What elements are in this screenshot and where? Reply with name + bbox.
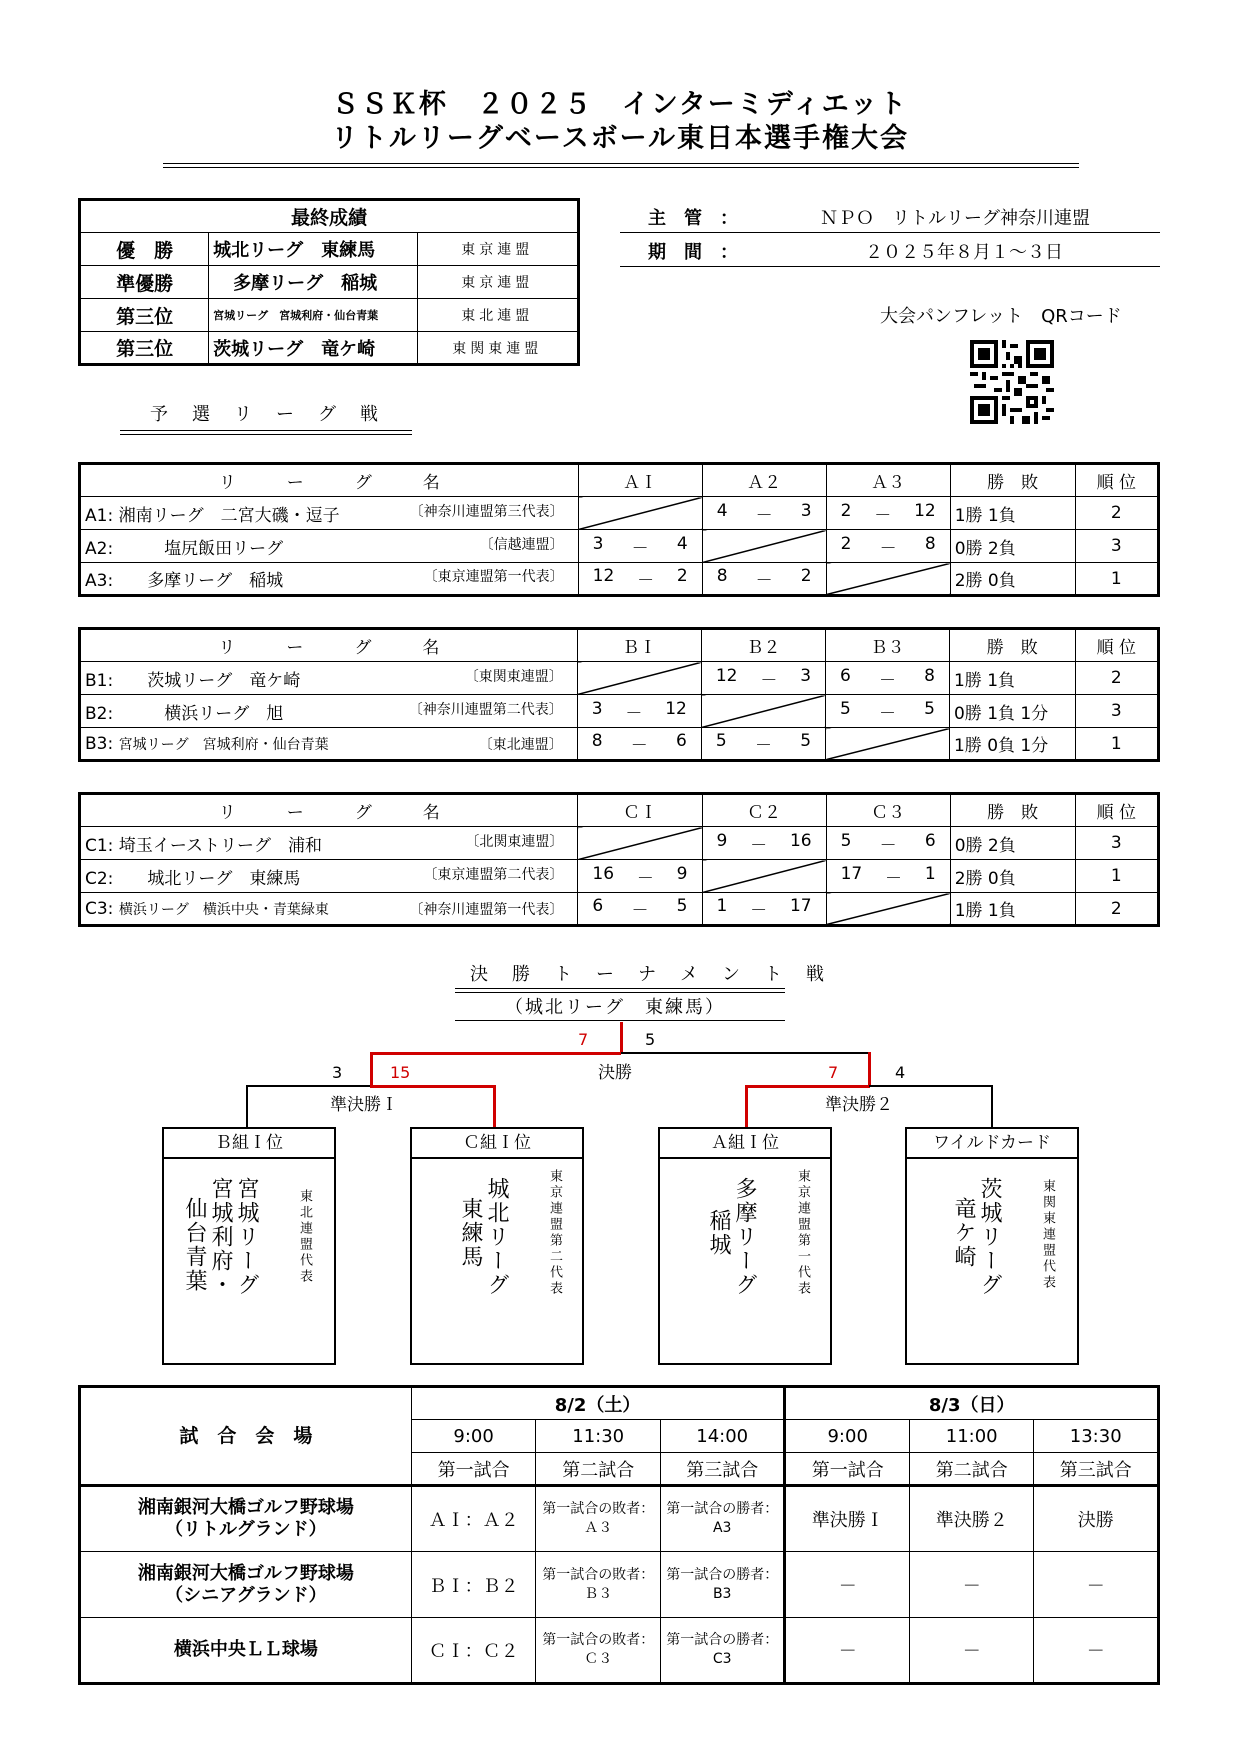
table-row: B3: 宮城リーグ 宮城利府・仙台青葉 〔東北連盟〕 8 － 6 5 － 5 1勝 0負 1分 1 <box>80 728 1159 761</box>
rank-header: 順 位 <box>1075 794 1158 827</box>
venue-name: 湘南銀河大橋ゴルフ野球場 <box>137 1562 354 1584</box>
game-number: 第三試合 <box>1034 1453 1159 1486</box>
result-team: 城北リーグ 東練馬 <box>209 233 417 266</box>
team-name: 塩尻飯田リーグ <box>164 538 284 559</box>
score-against: 12 <box>665 698 687 719</box>
result-federation: 東北連盟 <box>417 299 578 332</box>
score-against: 9 <box>676 863 688 884</box>
team-box-line: 仙台青葉 <box>182 1197 207 1293</box>
title-rule-bottom <box>163 167 1079 168</box>
col-header: Ｂ２ <box>701 629 825 662</box>
score-for: 3 <box>591 698 603 719</box>
league-name-header: リ ー グ 名 <box>80 464 579 497</box>
win-loss: 0勝 1負 1分 <box>949 695 1075 728</box>
rank: 1 <box>1075 728 1158 761</box>
rank: 3 <box>1075 695 1158 728</box>
venue-name: 横浜中央ＬＬ球場 <box>173 1639 318 1660</box>
result-federation: 東関東連盟 <box>417 332 578 365</box>
wl-header: 勝 敗 <box>950 794 1075 827</box>
schedule-cell: － <box>785 1618 910 1684</box>
bracket-team-box-c1 <box>410 1127 584 1365</box>
tournament-rule <box>455 1020 785 1021</box>
win-loss: 2勝 0負 <box>950 563 1075 596</box>
diagonal-cell <box>702 860 826 893</box>
diagonal-cell <box>826 728 950 761</box>
score-against: 5 <box>924 698 935 719</box>
league-table-c <box>78 792 1160 927</box>
team-box-header: Ａ組Ｉ位 <box>660 1129 830 1159</box>
table-row <box>80 1486 1159 1552</box>
schedule-cell: 準決勝２ <box>909 1486 1034 1552</box>
table-row: B1: 茨城リーグ 竜ケ崎 〔東関東連盟〕 12 － 3 6 － 8 1勝 1負 2 <box>80 662 1159 695</box>
win-loss: 1勝 1負 <box>949 662 1075 695</box>
period-label: 期 間 ： <box>648 242 738 263</box>
team-name: 埼玉イーストリーグ 浦和 <box>118 835 322 856</box>
team-code: B2: <box>85 703 114 724</box>
score-against: 5 <box>676 896 688 916</box>
time-slot: 13:30 <box>1034 1420 1159 1453</box>
diagonal-cell <box>826 563 950 596</box>
schedule-cell: 第一試合の敗者：Ｂ３ <box>536 1552 661 1618</box>
score-for: 6 <box>840 665 851 686</box>
score-for: 8 <box>716 566 728 586</box>
score-for: 5 <box>840 830 852 851</box>
win-loss: 1勝 1負 <box>950 893 1075 926</box>
info-rule <box>620 266 1160 267</box>
table-row <box>80 1618 1159 1684</box>
result-federation: 東京連盟 <box>417 233 578 266</box>
semi1-score-right: 15 <box>390 1063 411 1082</box>
rank-header: 順 位 <box>1075 464 1158 497</box>
team-code: A1: <box>85 505 114 526</box>
time-slot: 11:00 <box>909 1420 1034 1453</box>
schedule-cell: 準決勝Ｉ <box>785 1486 910 1552</box>
time-slot: 9:00 <box>785 1420 910 1453</box>
team-name: 宮城リーグ 宮城利府・仙台青葉 <box>118 736 329 753</box>
win-loss: 0勝 2負 <box>950 827 1075 860</box>
team-federation: 〔神奈川連盟第二代表〕 <box>408 701 563 718</box>
team-code: C2: <box>85 868 114 889</box>
team-box-line: 多摩リーグ <box>732 1177 757 1297</box>
final-results-row <box>80 299 579 332</box>
schedule-cell: 第一試合の敗者：Ａ３ <box>536 1486 661 1552</box>
bracket-team-box-wildcard <box>905 1127 1079 1365</box>
schedule-cell: 第一試合の勝者：C3 <box>660 1618 785 1684</box>
schedule-cell: － <box>1034 1552 1159 1618</box>
score-against: 6 <box>676 731 687 751</box>
score-against: 3 <box>800 500 812 521</box>
final-results-table <box>78 198 580 366</box>
team-federation: 〔北関東連盟〕 <box>465 833 564 850</box>
schedule-cell: 決勝 <box>1034 1486 1159 1552</box>
team-box-line: 竜ケ崎 <box>951 1197 976 1269</box>
diagonal-cell <box>701 695 825 728</box>
score-against: 2 <box>676 566 688 586</box>
score-for: 12 <box>592 566 615 586</box>
bracket-final-left <box>370 1052 621 1055</box>
diagonal-cell <box>577 662 701 695</box>
game-number: 第一試合 <box>411 1453 536 1486</box>
score-for: 2 <box>840 500 852 521</box>
result-label: 第三位 <box>80 299 209 332</box>
prelim-heading: 予 選 リ ー グ 戦 <box>150 404 381 425</box>
col-header: ＣＩ <box>578 794 702 827</box>
result-label: 第三位 <box>80 332 209 365</box>
league-name-header: リ ー グ 名 <box>80 629 578 662</box>
schedule-cell: 第一試合の勝者：A3 <box>660 1486 785 1552</box>
win-loss: 1勝 1負 <box>950 497 1075 530</box>
schedule-cell: － <box>909 1552 1034 1618</box>
schedule-cell: ＢＩ：Ｂ２ <box>411 1552 536 1618</box>
qr-label: 大会パンフレット QRコード <box>880 306 1122 327</box>
score-for: 3 <box>592 533 604 554</box>
rank: 2 <box>1075 893 1158 926</box>
schedule-cell: － <box>785 1552 910 1618</box>
team-name: 多摩リーグ 稲城 <box>147 571 284 591</box>
semi2-label: 準決勝２ <box>825 1095 893 1115</box>
final-results-row <box>80 266 579 299</box>
team-federation: 〔神奈川連盟第三代表〕 <box>409 503 564 520</box>
venue-sub: （リトルグランド） <box>165 1519 327 1540</box>
team-code: B1: <box>85 670 114 691</box>
rank: 3 <box>1075 827 1158 860</box>
rank: 2 <box>1075 662 1158 695</box>
score-for: 2 <box>840 533 852 554</box>
score-against: 8 <box>924 533 936 554</box>
page-title-line2: リトルリーグベースボール東日本選手権大会 <box>330 123 910 154</box>
prelim-rule <box>120 434 412 435</box>
team-box-header: ワイルドカード <box>907 1129 1077 1159</box>
title-rule-top <box>163 163 1079 164</box>
team-federation: 〔神奈川連盟第一代表〕 <box>409 901 564 918</box>
info-rule <box>620 232 1160 233</box>
bracket-champion-line <box>620 1022 623 1052</box>
team-code: B3: <box>85 733 114 754</box>
bracket-b-drop <box>246 1085 248 1127</box>
team-box-header: Ｃ組Ｉ位 <box>412 1129 582 1159</box>
team-code: C3: <box>85 898 114 919</box>
schedule-cell: － <box>1034 1618 1159 1684</box>
final-label: 決勝 <box>598 1063 632 1083</box>
period-value: ２０２５年８月１～３日 <box>865 242 1063 263</box>
col-header: ＡＩ <box>578 464 702 497</box>
day-header: 8/3（日） <box>785 1387 1159 1420</box>
col-header: Ｃ２ <box>702 794 826 827</box>
col-header: Ｂ３ <box>826 629 950 662</box>
tournament-heading: 決 勝 ト ー ナ メ ン ト 戦 <box>470 964 827 985</box>
diagonal-cell <box>826 893 950 926</box>
score-for: 5 <box>840 698 851 719</box>
page-title-line1: ＳＳＫ杯 ２０２５ インターミディエット <box>331 89 909 120</box>
bracket-team-box-b1 <box>162 1127 336 1365</box>
score-against: 17 <box>789 896 812 916</box>
win-loss: 2勝 0負 <box>950 860 1075 893</box>
team-code: C1: <box>85 835 114 856</box>
final-score-right: 5 <box>645 1030 656 1049</box>
team-box-line: 宮城リーグ <box>234 1177 259 1297</box>
bracket-semi2-right <box>869 1085 993 1087</box>
table-row: C2: 城北リーグ 東練馬 〔東京連盟第二代表〕 16 － 9 17 － 1 2勝 0負 1 <box>80 860 1159 893</box>
score-for: 6 <box>592 896 604 916</box>
final-results-row <box>80 332 579 365</box>
team-name: 横浜リーグ 旭 <box>164 703 284 724</box>
score-against: 16 <box>789 830 812 851</box>
bracket-semi2-up <box>868 1052 871 1085</box>
team-box-line: 東練馬 <box>458 1197 483 1269</box>
result-team: 茨城リーグ 竜ケ崎 <box>209 332 417 365</box>
venue-name: 湘南銀河大橋ゴルフ野球場 <box>137 1497 354 1518</box>
diagonal-cell <box>702 530 826 563</box>
result-team: 多摩リーグ 稲城 <box>209 266 417 299</box>
game-number: 第二試合 <box>909 1453 1034 1486</box>
team-box-line: 城北リーグ <box>484 1177 509 1297</box>
rank: 1 <box>1075 860 1158 893</box>
team-federation: 〔東京連盟第一代表〕 <box>423 569 564 585</box>
score-for: 8 <box>591 731 603 751</box>
table-row <box>80 1552 1159 1618</box>
bracket-a-drop <box>745 1085 748 1127</box>
score-against: 8 <box>924 665 935 686</box>
team-federation: 〔信越連盟〕 <box>479 536 564 553</box>
semi2-score-left: 7 <box>828 1063 839 1082</box>
schedule-cell: ＣＩ：Ｃ２ <box>411 1618 536 1684</box>
bracket-c-drop <box>493 1085 496 1127</box>
time-slot: 11:30 <box>536 1420 661 1453</box>
tournament-rule <box>455 988 785 989</box>
score-against: 4 <box>676 533 688 554</box>
time-slot: 9:00 <box>411 1420 536 1453</box>
game-number: 第一試合 <box>785 1453 910 1486</box>
bracket-semi1-right <box>370 1085 495 1088</box>
team-box-line: 茨城リーグ <box>977 1177 1002 1297</box>
bracket-final-right <box>621 1052 869 1054</box>
team-box-federation: 東京連盟第二代表 <box>547 1169 562 1297</box>
score-against: 2 <box>800 566 812 586</box>
game-number: 第二試合 <box>536 1453 661 1486</box>
team-box-federation: 東北連盟代表 <box>297 1189 312 1285</box>
host-value: ＮＰＯ リトルリーグ神奈川連盟 <box>820 208 1090 229</box>
win-loss: 1勝 0負 1分 <box>949 728 1075 761</box>
bracket-semi1-left <box>246 1085 371 1087</box>
team-box-federation: 東関東連盟代表 <box>1040 1179 1055 1291</box>
table-row: A2: 塩尻飯田リーグ 〔信越連盟〕 3 － 4 2 － 8 0勝 2負 3 <box>80 530 1159 563</box>
semi1-score-left: 3 <box>332 1063 343 1082</box>
rank: 1 <box>1075 563 1158 596</box>
host-label: 主 管 ： <box>648 208 738 229</box>
score-against: 3 <box>800 665 812 686</box>
rank: 2 <box>1075 497 1158 530</box>
schedule-cell: ＡＩ：Ａ２ <box>411 1486 536 1552</box>
score-for: 12 <box>715 665 738 686</box>
team-code: A2: <box>85 538 114 559</box>
score-against: 5 <box>800 731 812 751</box>
wl-header: 勝 敗 <box>949 629 1075 662</box>
prelim-rule <box>120 430 412 431</box>
team-federation: 〔東関東連盟〕 <box>464 668 563 685</box>
league-table-a <box>78 462 1160 597</box>
qr-code-icon <box>970 340 1054 424</box>
schedule-cell: 第一試合の敗者：Ｃ３ <box>536 1618 661 1684</box>
score-for: 5 <box>715 731 727 751</box>
schedule-table <box>78 1385 1160 1685</box>
schedule-cell: 第一試合の勝者：B3 <box>660 1552 785 1618</box>
result-team: 宮城リーグ 宮城利府・仙台青葉 <box>209 299 417 332</box>
team-box-federation: 東京連盟第一代表 <box>795 1169 810 1297</box>
league-table-b <box>78 627 1160 762</box>
team-name: 横浜リーグ 横浜中央・青葉緑東 <box>118 901 329 918</box>
col-header: ＢＩ <box>577 629 701 662</box>
col-header: Ａ２ <box>702 464 826 497</box>
team-name: 湘南リーグ 二宮大磯・逗子 <box>118 505 340 526</box>
table-row: A1: 湘南リーグ 二宮大磯・逗子 〔神奈川連盟第三代表〕 4 － 3 2 － 12 1勝 1負 2 <box>80 497 1159 530</box>
semi2-score-right: 4 <box>895 1063 906 1082</box>
team-federation: 〔東北連盟〕 <box>478 736 563 753</box>
league-name-header: リ ー グ 名 <box>80 794 578 827</box>
team-federation: 〔東京連盟第二代表〕 <box>423 866 564 883</box>
bracket-wc-drop <box>991 1085 993 1127</box>
score-against: 12 <box>914 500 936 521</box>
result-federation: 東京連盟 <box>417 266 578 299</box>
venue-sub: （シニアグランド） <box>165 1584 327 1606</box>
final-score-left: 7 <box>578 1030 589 1049</box>
col-header: Ａ３ <box>826 464 950 497</box>
venue-header: 試 合 会 場 <box>80 1387 412 1486</box>
final-results-header: 最終成績 <box>80 200 579 233</box>
team-name: 茨城リーグ 竜ケ崎 <box>147 670 301 691</box>
col-header: Ｃ３ <box>826 794 950 827</box>
wl-header: 勝 敗 <box>950 464 1075 497</box>
score-for: 16 <box>592 863 615 884</box>
final-results-row <box>80 233 579 266</box>
score-for: 1 <box>716 896 728 916</box>
table-row: C1: 埼玉イーストリーグ 浦和 〔北関東連盟〕 9 － 16 5 － 6 0勝 2負 3 <box>80 827 1159 860</box>
table-row: B2: 横浜リーグ 旭 〔神奈川連盟第二代表〕 3 － 12 5 － 5 0勝 1負 1分 3 <box>80 695 1159 728</box>
bracket-semi1-up <box>370 1052 373 1085</box>
team-name: 城北リーグ 東練馬 <box>147 868 301 889</box>
result-label: 優 勝 <box>80 233 209 266</box>
semi1-label: 準決勝Ｉ <box>330 1095 398 1115</box>
table-row: A3: 多摩リーグ 稲城 〔東京連盟第一代表〕 12 － 2 8 － 2 2勝 0負 1 <box>80 563 1159 596</box>
time-slot: 14:00 <box>660 1420 785 1453</box>
team-box-line: 稲城 <box>706 1209 731 1257</box>
diagonal-cell <box>578 827 702 860</box>
game-number: 第三試合 <box>660 1453 785 1486</box>
bracket-team-box-a1 <box>658 1127 832 1365</box>
bracket-semi2-left <box>745 1085 870 1088</box>
score-for: 9 <box>716 830 728 851</box>
schedule-cell: － <box>909 1618 1034 1684</box>
score-for: 4 <box>716 500 728 521</box>
win-loss: 0勝 2負 <box>950 530 1075 563</box>
table-row: C3: 横浜リーグ 横浜中央・青葉緑東 〔神奈川連盟第一代表〕 6 － 5 1 － 17 1勝 1負 2 <box>80 893 1159 926</box>
day-header: 8/2（土） <box>411 1387 785 1420</box>
team-box-header: Ｂ組Ｉ位 <box>164 1129 334 1159</box>
team-box-line: 宮城利府・ <box>208 1177 233 1297</box>
diagonal-cell <box>578 497 702 530</box>
team-code: A3: <box>85 571 114 591</box>
score-against: 1 <box>924 863 936 884</box>
result-label: 準優勝 <box>80 266 209 299</box>
rank-header: 順 位 <box>1075 629 1158 662</box>
champion-label: （城北リーグ 東練馬） <box>505 997 725 1018</box>
score-against: 6 <box>924 830 936 851</box>
rank: 3 <box>1075 530 1158 563</box>
score-for: 17 <box>840 863 863 884</box>
